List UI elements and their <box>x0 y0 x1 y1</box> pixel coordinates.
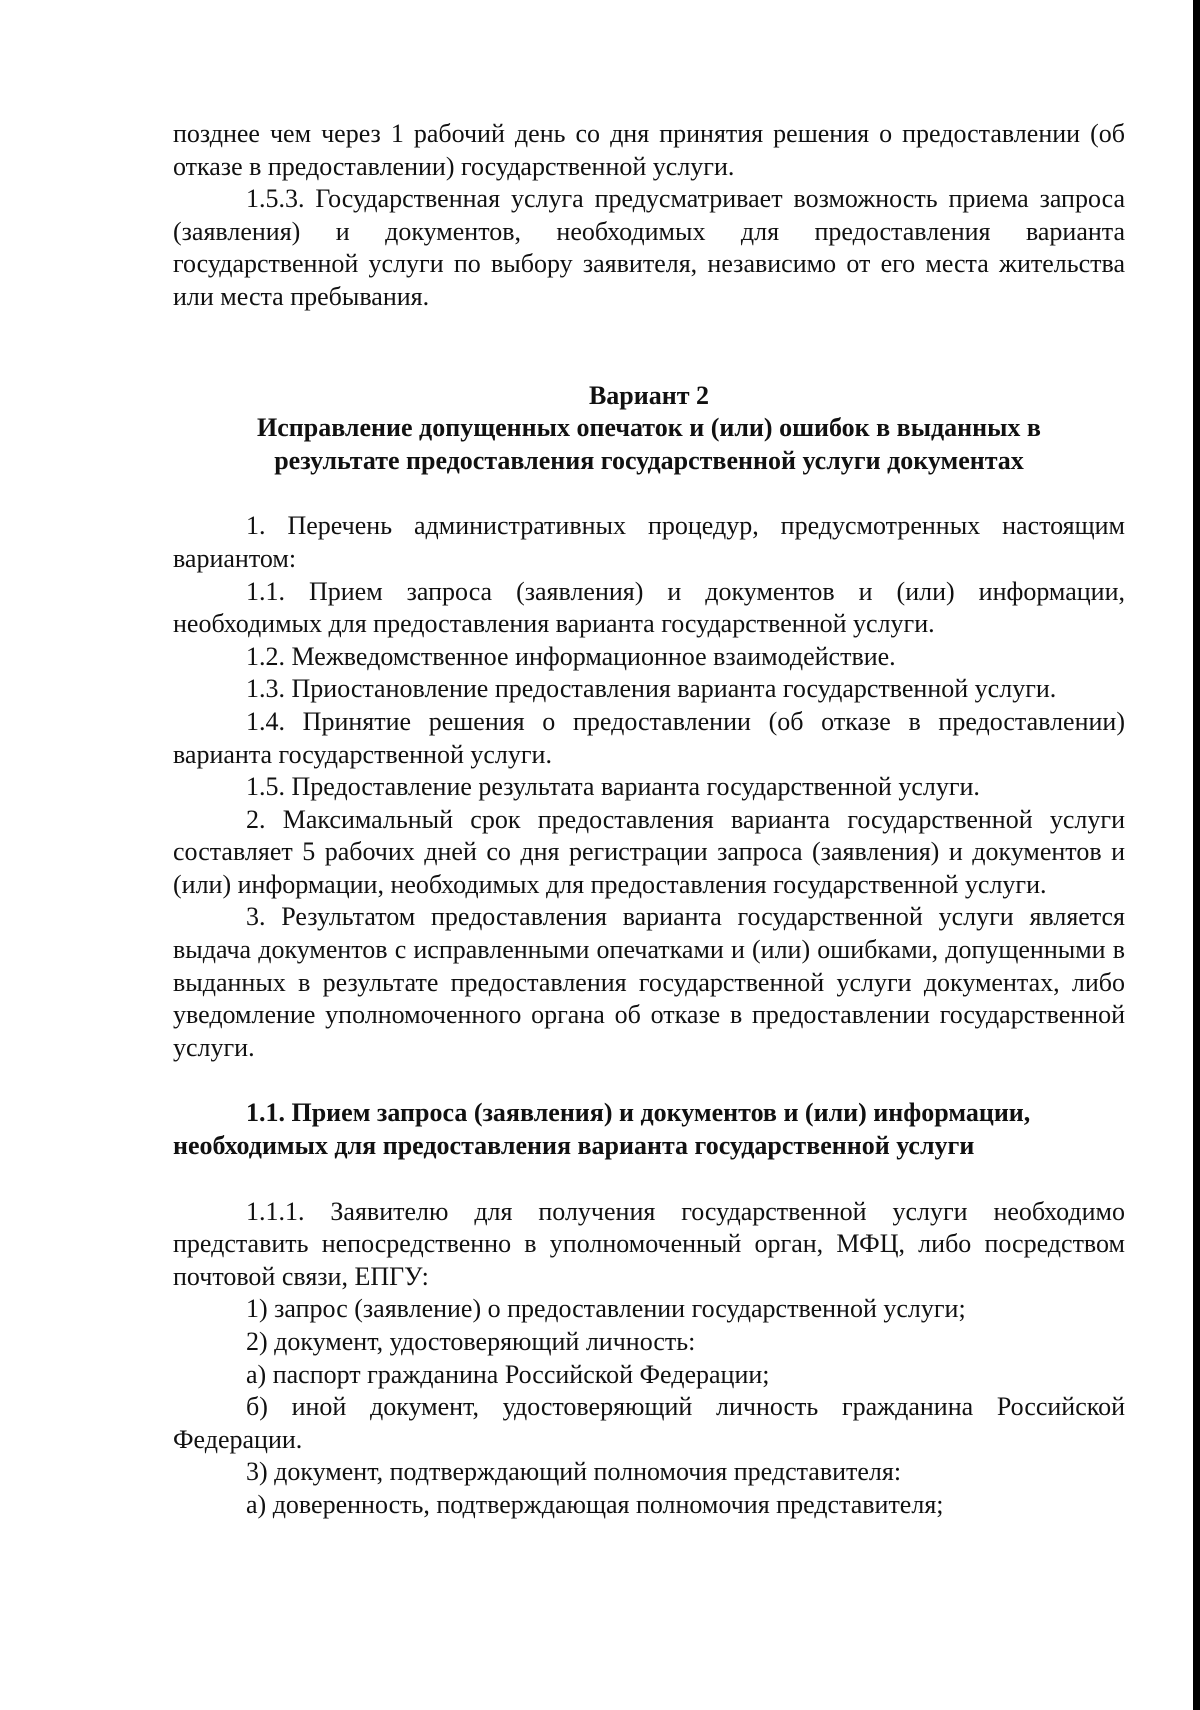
paragraph-1-5: 1.5. Предоставление результата варианта государственной услуги. <box>246 772 980 802</box>
paragraph-1-3: 1.3. Приостановление предоставления варианта государственной услуги. <box>246 674 1057 704</box>
spacer <box>173 314 1125 380</box>
spacer <box>173 1064 1125 1097</box>
variant-number-heading: Вариант 2 <box>588 380 710 410</box>
paragraph-1-1: 1.1. Прием запроса (заявления) и документов и (или) информации, необходимых для предоставления варианта государственной услуги. <box>173 576 1125 639</box>
spacer <box>173 1163 1125 1196</box>
list-item-1: 1) запрос (заявление) о предоставлении государственной услуги; <box>246 1294 966 1324</box>
paragraph-2: 2. Максимальный срок предоставления варианта государственной услуги составляет 5 рабочих дней со дня регистрации запроса (заявления) и документов и (или) информации, необходимых для предоставления государственной услуги. <box>173 804 1125 899</box>
list-item-2a: а) паспорт гражданина Российской Федерации; <box>246 1359 770 1389</box>
list-item-3: 3) документ, подтверждающий полномочия представителя: <box>246 1457 902 1487</box>
paragraph-1-4: 1.4. Принятие решения о предоставлении (об отказе в предоставлении) варианта государственной услуги. <box>173 706 1125 769</box>
section-1-1-heading-line-1: 1.1. Прием запроса (заявления) и документов и (или) информации, <box>246 1098 1031 1128</box>
documents-list <box>173 1196 1125 1522</box>
variant-title-line-1: Исправление допущенных опечаток и (или) ошибок в выданных в <box>257 413 1041 443</box>
spacer <box>173 477 1125 510</box>
procedures-list <box>173 510 1125 1064</box>
paragraph-continuation: позднее чем через 1 рабочий день со дня принятия решения о предоставлении (об отказе в предоставлении) государственной услуги. <box>173 119 1125 181</box>
list-item-3a: а) доверенность, подтверждающая полномочия представителя; <box>246 1489 944 1519</box>
list-item-2b: б) иной документ, удостоверяющий личность гражданина Российской Федерации. <box>173 1392 1125 1454</box>
list-item-2: 2) документ, удостоверяющий личность: <box>246 1327 696 1356</box>
paragraph-1-2: 1.2. Межведомственное информационное взаимодействие. <box>246 641 896 671</box>
variant-title-line-2: результате предоставления государственной услуги документах <box>274 445 1024 475</box>
paragraph-1-5-3: 1.5.3. Государственная услуга предусматривает возможность приема запроса (заявления) и документов, необходимых для предоставления варианта государственной услуги по выбору заявителя, независимо от его места жительства или места пребывания. <box>173 184 1125 311</box>
section-1-1-heading-line-2: необходимых для предоставления варианта государственной услуги <box>173 1131 975 1161</box>
paragraph-1-1-1: 1.1.1. Заявителю для получения государственной услуги необходимо представить непосредственно в уполномоченный орган, МФЦ, либо посредством почтовой связи, ЕПГУ: <box>173 1196 1125 1291</box>
paragraph-1: 1. Перечень административных процедур, предусмотренных настоящим вариантом: <box>173 511 1125 573</box>
scan-right-edge <box>1193 0 1200 1710</box>
document-page <box>173 118 1125 1522</box>
paragraph-3: 3. Результатом предоставления варианта государственной услуги является выдача документов с исправленными опечатками и (или) ошибками, допущенными в выданных в результате предоставления государственной услуги документах, либо уведомление уполномоченного органа об отказе в предоставлении государственной услуги. <box>173 902 1125 1062</box>
